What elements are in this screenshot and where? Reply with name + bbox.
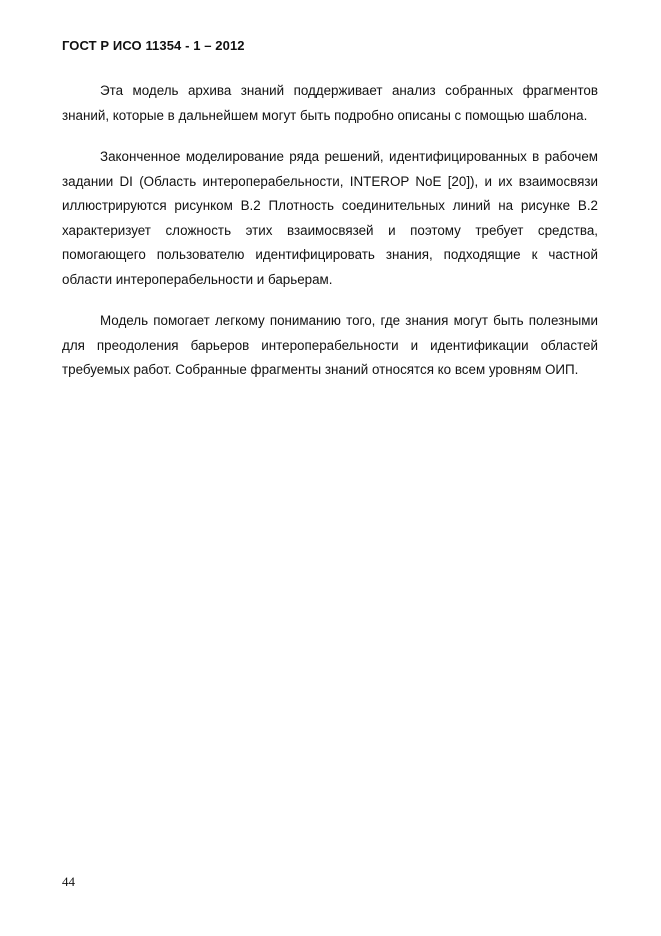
document-body — [62, 79, 598, 383]
page-number: 44 — [62, 874, 75, 889]
paragraph-completed-modeling: Законченное моделирование ряда решений, идентифицированных в рабочем задании DI (Область интероперабельности, INTEROP NoE [20]), и их взаимосвязи иллюстрируются рисунком В.2 Плотность соединительных линий на рисунке В.2 характеризует сложность этих взаимосвязей и поэтому требует средства, помогающего пользователю идентифицировать знания, подходящие к частной области интероперабельности и барьерам. — [62, 149, 598, 287]
paragraph-knowledge-archive-model: Эта модель архива знаний поддерживает анализ собранных фрагментов знаний, которые в дальнейшем могут быть подробно описаны с помощью шаблона. — [62, 83, 598, 123]
paragraph-model-helps: Модель помогает легкому пониманию того, где знания могут быть полезными для преодоления барьеров интероперабельности и идентификации областей требуемых работ. Собранные фрагменты знаний относятся ко всем уровням ОИП. — [62, 313, 598, 377]
document-header: ГОСТ Р ИСО 11354 - 1 – 2012 — [62, 38, 245, 53]
